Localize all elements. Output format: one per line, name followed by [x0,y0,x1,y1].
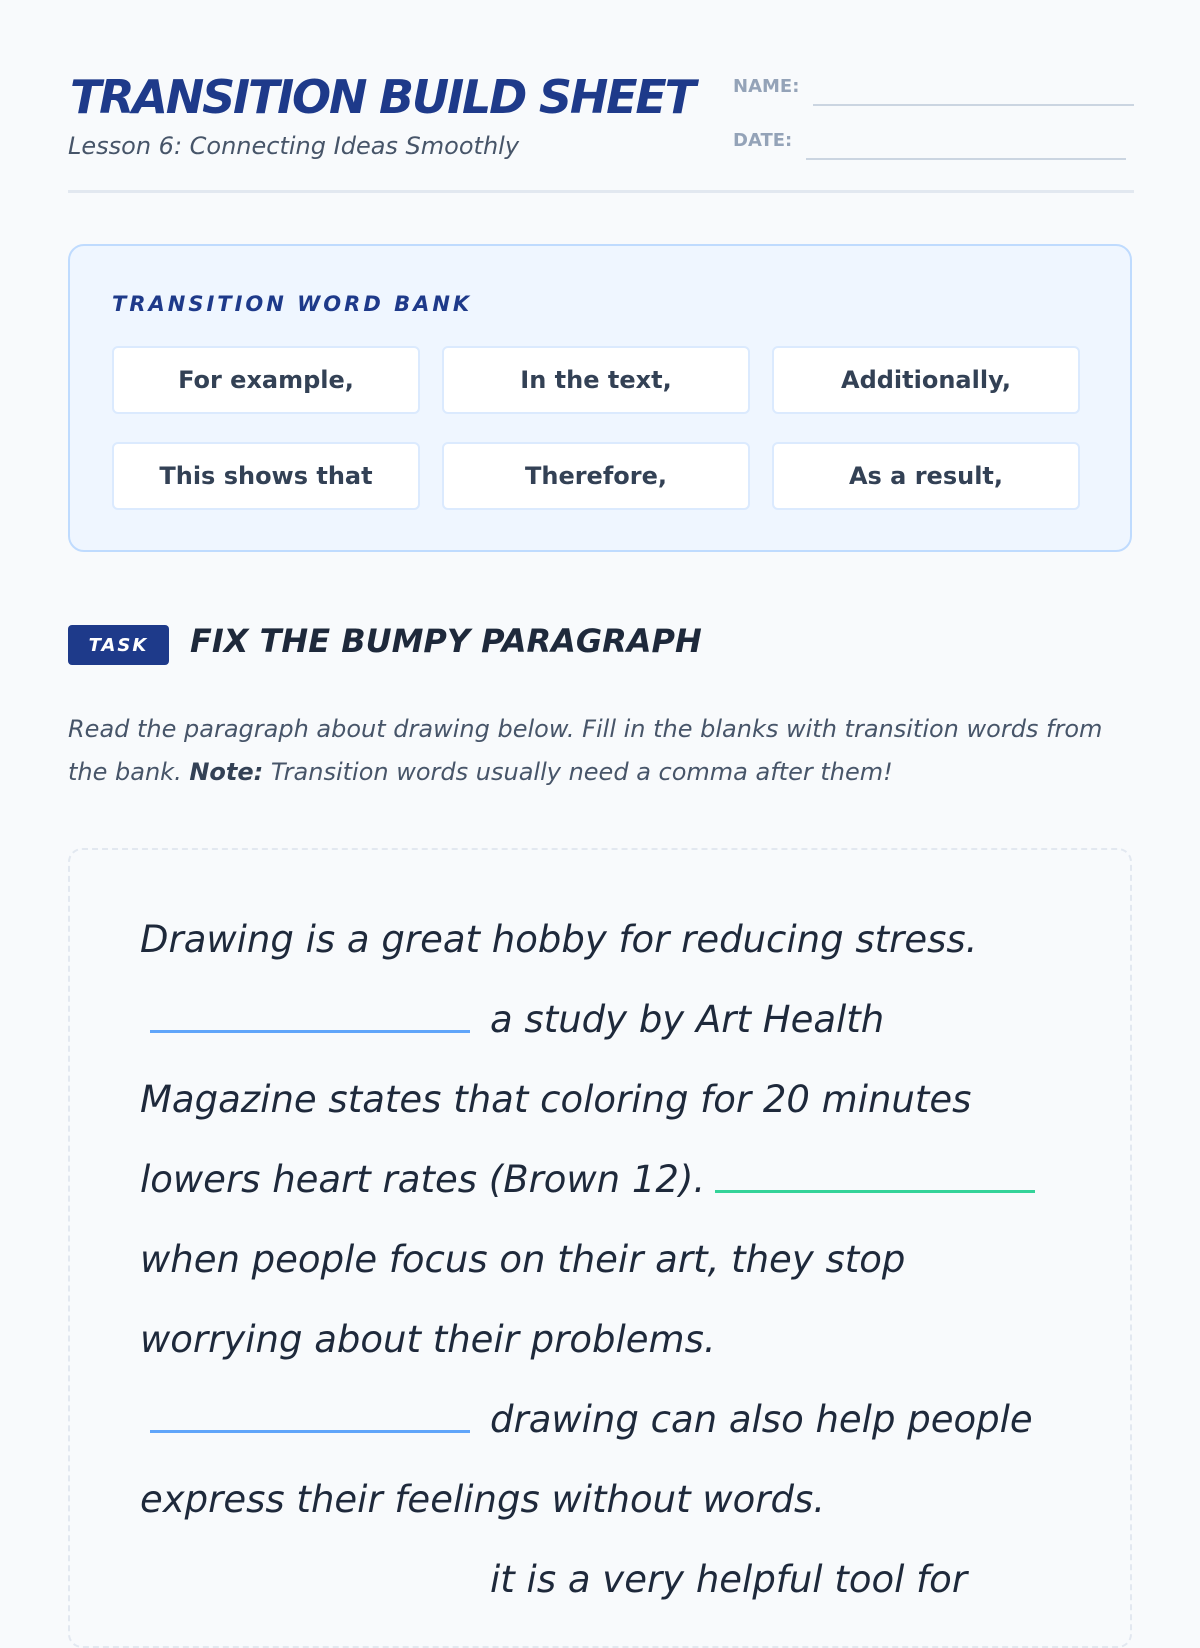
name-label: NAME: [733,76,800,97]
word-bank-item: Additionally, [772,346,1080,414]
paragraph-line: Drawing is a great hobby for reducing stress. [140,918,978,961]
worksheet-header [68,0,1134,193]
word-bank-title: TRANSITION WORD BANK [112,292,473,316]
answer-blank[interactable] [150,1030,470,1033]
word-bank [68,244,1132,552]
name-field[interactable] [733,72,1134,112]
paragraph-line: Magazine states that coloring for 20 minutes [140,1078,972,1121]
paragraph-line: when people focus on their art, they stop [140,1238,906,1281]
task-instructions [68,708,1134,794]
word-bank-item: This shows that [112,442,420,510]
paragraph-line: express their feelings without words. [140,1478,825,1521]
word-bank-item: As a result, [772,442,1080,510]
paragraph-box [68,848,1132,1648]
paragraph-line: lowers heart rates (Brown 12). [140,1158,706,1201]
date-field[interactable] [733,126,1134,166]
worksheet-page [68,0,1134,1600]
answer-blank[interactable] [150,1430,470,1433]
word-bank-item: Therefore, [442,442,750,510]
date-input-line[interactable] [806,158,1126,160]
word-bank-item: For example, [112,346,420,414]
task-badge: TASK [68,625,169,665]
instructions-text: Read the paragraph about drawing below. Fill in the blanks with transition words from the bank. [68,715,1103,786]
paragraph-line: drawing can also help people [490,1398,1033,1441]
name-input-line[interactable] [813,104,1134,106]
paragraph-line: it is a very helpful tool for [490,1558,968,1601]
page-subtitle: Lesson 6: Connecting Ideas Smoothly [68,132,520,160]
date-label: DATE: [733,130,793,151]
page-title: TRANSITION BUILD SHEET [70,70,694,124]
instructions-note-text: Transition words usually need a comma after them! [263,758,893,786]
paragraph-line: a study by Art Health [490,998,885,1041]
task-title: FIX THE BUMPY PARAGRAPH [190,622,702,660]
word-bank-item: In the text, [442,346,750,414]
instructions-note-label: Note: [189,758,264,786]
answer-blank[interactable] [715,1190,1035,1193]
paragraph-line: worrying about their problems. [140,1318,716,1361]
